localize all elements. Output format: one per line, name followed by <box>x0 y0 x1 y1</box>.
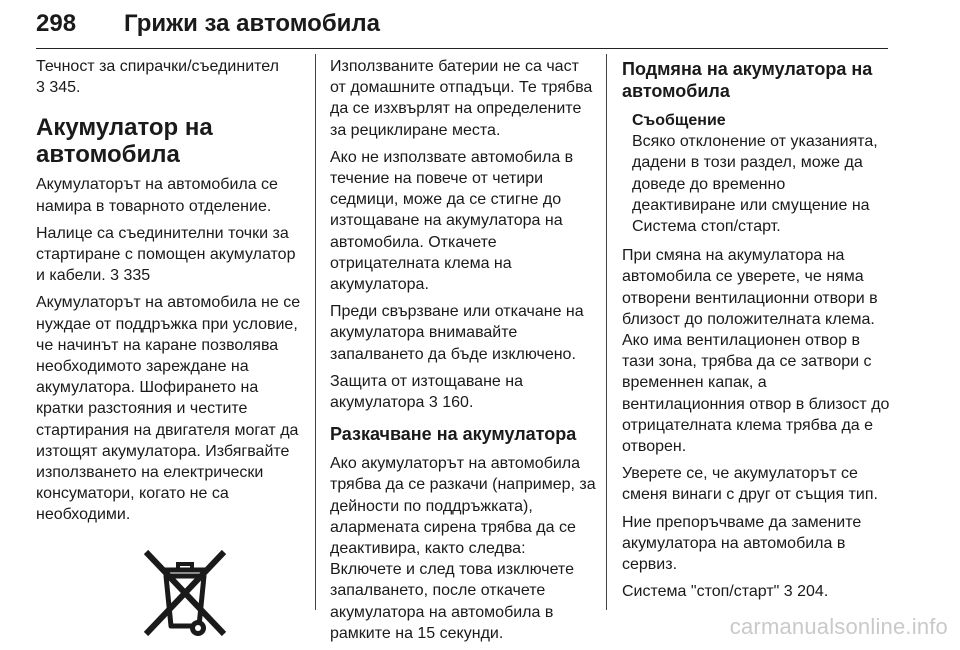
paragraph: При смяна на акумулатора на автомобила се уверете, че няма отворени вентилационни отвори в близост до положителната клема. Ако има вентилационен отвор в тази зона, трябва да се затвори с временнен капак, а вентилационния отвор в близост до отрицателната клема трябва да е отворен. <box>622 247 890 456</box>
paragraph <box>36 56 306 98</box>
notice-box <box>632 110 890 237</box>
paragraph: Преди свързване или откачане на акумулатора внимавайте запалването да бъде изключено. <box>330 303 584 363</box>
page-reference-link[interactable]: 3 335 <box>110 267 151 285</box>
column-divider-2 <box>606 54 607 610</box>
section-heading-disconnect: Разкачване на акумулатора <box>330 424 577 445</box>
watermark: carmanualsonline.info <box>729 614 948 639</box>
page-reference-link[interactable]: 3 204. <box>783 583 829 601</box>
page-title: Грижи за автомобила <box>124 10 381 37</box>
page-number: 298 <box>36 10 77 37</box>
brake-fluid-text: Течност за спирачки/съединител <box>36 58 279 75</box>
section-heading-replacement: Подмяна на акумулатора на автомобила <box>622 59 873 101</box>
paragraph: Ако не използвате автомобила в течение на повече от четири седмици, може да се стигне до изтощаване на акумулатора на автомобила. Откачете отрицателната клема на акумулатора. <box>330 148 574 294</box>
notice-text: Всяко отклонение от указанията, дадени в този раздел, може да доведе до временно деактивиране или смущение на Система стоп/старт. <box>632 133 878 236</box>
page-reference-link[interactable]: 3 160. <box>428 394 474 412</box>
notice-title: Съобщение <box>632 112 726 129</box>
paragraph: Ако акумулаторът на автомобила трябва да се разкачи (например, за дейности по поддръжката), алармената сирена трябва да се деактивира, както следва: Включете и след това изключете запалването, после откачете акумулатора на автомобила в рамките на 15 секунди. <box>330 455 596 642</box>
paragraph <box>36 223 306 287</box>
page-header <box>36 10 888 50</box>
crossed-bin-icon <box>140 546 230 640</box>
column-2 <box>330 56 596 650</box>
paragraph: Уверете се, че акумулаторът се сменя винаги с друг от същия тип. <box>622 465 878 504</box>
paragraph: Използваните батерии не са част от домашните отпадъци. Те трябва да се изхвърлят на определените за рециклиране места. <box>330 58 593 139</box>
page-reference-link[interactable]: 3 345. <box>36 79 81 97</box>
paragraph <box>622 581 890 602</box>
jump-start-text: Налице са съединителни точки за стартиране с помощен акумулатор и кабели. <box>36 224 296 285</box>
column-1 <box>36 56 306 640</box>
paragraph: Ние препоръчваме да замените акумулатора на автомобила в сервиз. <box>622 513 862 574</box>
column-divider-1 <box>315 54 316 610</box>
stop-start-text: Система "стоп/старт" <box>622 583 780 601</box>
paragraph <box>330 371 596 413</box>
column-3 <box>622 56 890 608</box>
paragraph: Акумулаторът на автомобила не се нуждае от поддръжка при условие, че начинът на каране позволява необходимото зареждане на акумулатора. Шофирането на кратки разстояния и честите стартирания на двигателя могат да изтощят акумулатора. Избягвайте използването на електрически консуматори, когато не са необходими. <box>36 294 301 524</box>
section-heading-battery: Акумулатор на автомобила <box>36 114 213 169</box>
paragraph: Акумулаторът на автомобила се намира в товарното отделение. <box>36 176 278 215</box>
header-rule <box>36 48 888 49</box>
discharge-protection-text: Защита от изтощаване на акумулатора <box>330 372 523 412</box>
